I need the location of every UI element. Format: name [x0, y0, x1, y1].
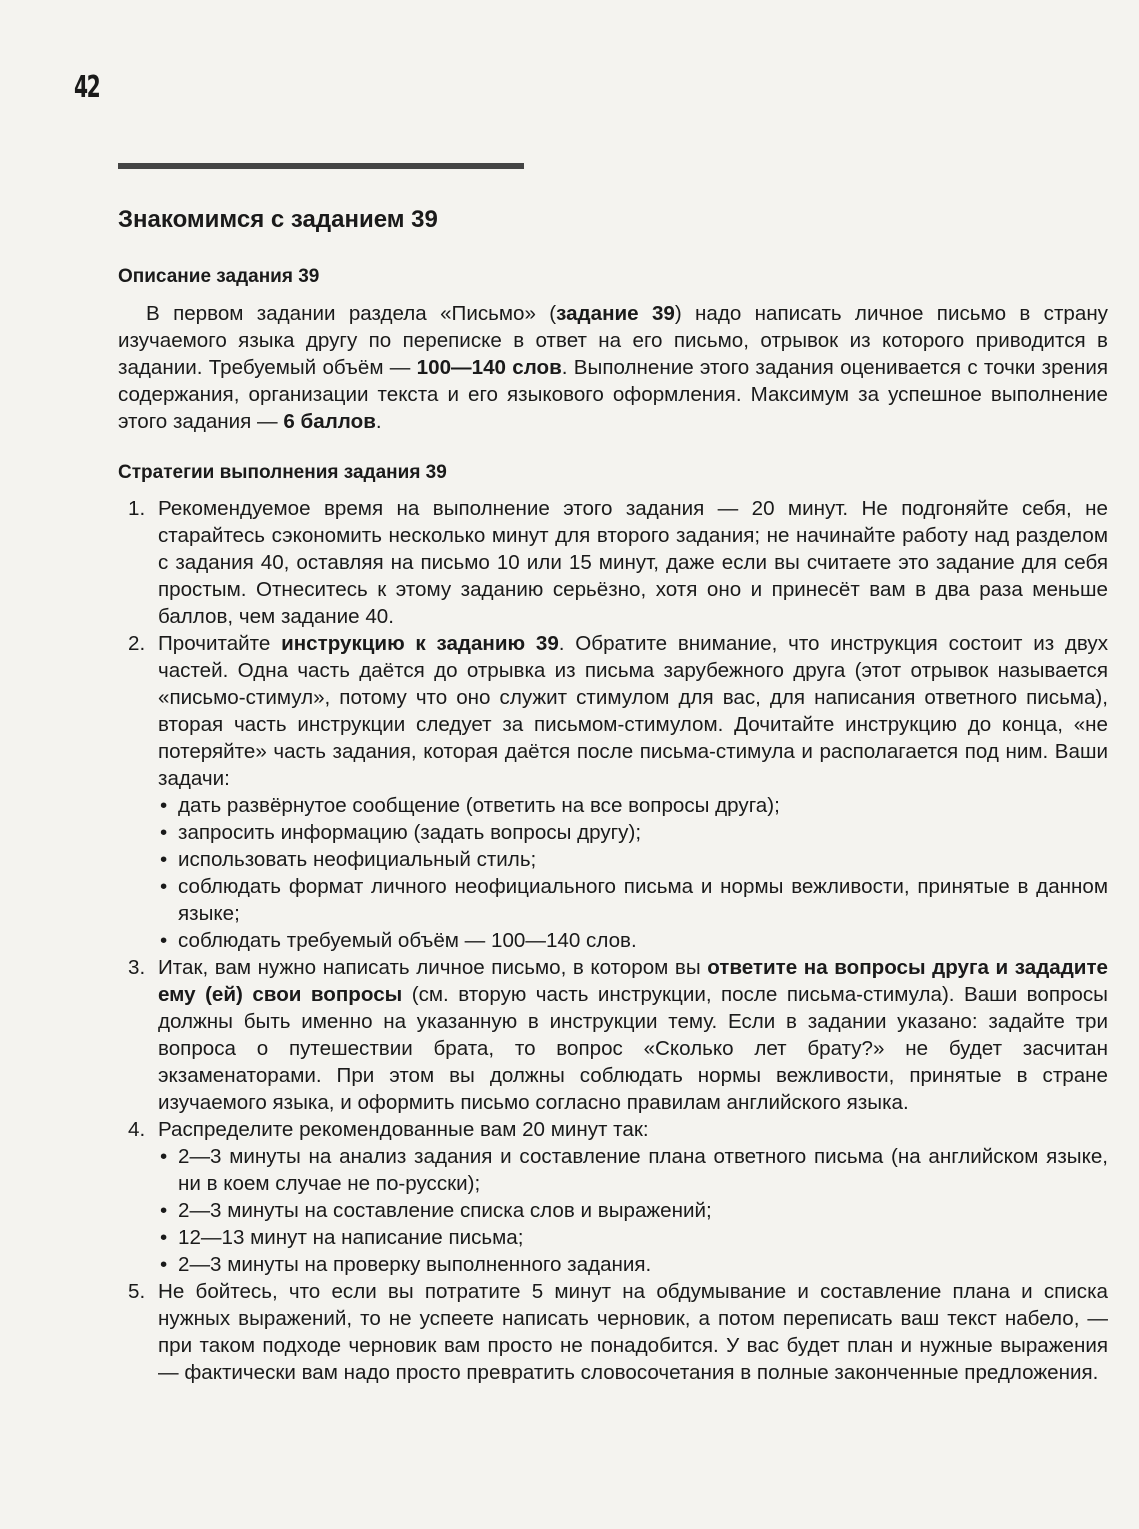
bullet-item: • 12—13 минут на написание письма;: [158, 1224, 1108, 1251]
desc-text-4: .: [375, 410, 382, 433]
strategy2-text-a: Прочитайте: [158, 632, 282, 655]
strategy-text: Рекомендуемое время на выполнение этого задания — 20 минут. Не подгоняйте себя, не старайтесь сэкономить несколько минут для второго задания; не начинайте работу над разделом с задания 40, оставляя на письмо 10 или 15 минут, даже если вы считаете это задание для себя простым. Отнеситесь к этому заданию серьёзно, хотя оно и принесёт вам в два раза меньше баллов, чем задание 40.: [158, 497, 1108, 628]
page-content: [118, 206, 1108, 1386]
section-divider-rule: [118, 163, 524, 169]
strategy-number: 5.: [128, 1280, 146, 1303]
strategies-list: [118, 495, 1108, 1386]
strategy-number: 1.: [128, 497, 146, 520]
strategies-heading: Стратегии выполнения задания 39: [118, 462, 447, 483]
bullet-item: • использовать неофициальный стиль;: [158, 846, 1108, 873]
desc-bold-words: 100—140 слов: [416, 356, 562, 379]
strategy-number: 2.: [128, 632, 146, 655]
strategy-text: Распределите рекомендованные вам 20 минут так:: [158, 1118, 649, 1141]
strategy-number: 3.: [128, 956, 146, 979]
section-title: Знакомимся с заданием 39: [118, 206, 438, 233]
strategy3-bold: ответите на вопросы друга и зададите ему (ей) свои вопросы: [158, 956, 1108, 1006]
bullet-item: • 2—3 минуты на анализ задания и составление плана ответного письма (на английском языке, ни в коем случае не по-русски);: [158, 1143, 1108, 1197]
strategy-item-5: [118, 1278, 1108, 1386]
bullet-item: • соблюдать формат личного неофициального письма и нормы вежливости, принятые в данном языке;: [158, 873, 1108, 927]
strategy-item-4: [118, 1116, 1108, 1278]
desc-text-3: . Выполнение этого задания оценивается с точки зрения содержания, организации текста и его языкового оформления. Максимум за успешное выполнение этого задания —: [118, 356, 1109, 433]
strategy-item-2: [118, 630, 1108, 954]
description-paragraph: [118, 300, 1108, 435]
strategy-text: [158, 954, 1108, 1116]
strategy2-text-c: . Обратите внимание, что инструкция состоит из двух частей. Одна часть даётся до отрывка из письма зарубежного друга (этот отрывок называется «письмо-стимул», потому что оно служит стимулом для вас, для написания ответного письма), вторая часть инструкции следует за письмом-стимулом. Дочитайте инструкцию до конца, «не потеряйте» часть задания, которая даётся после письма-стимула и располагается под ним. Ваши задачи:: [158, 632, 1108, 790]
strategy-text: Не бойтесь, что если вы потратите 5 минут на обдумывание и составление плана и списка нужных выражений, то не успеете написать черновик, а потом переписать ваш текст набело, — при таком подходе черновик вам просто не понадобится. У вас будет план и нужные выражения — фактически вам надо просто превратить словосочетания в полные законченные предложения.: [158, 1280, 1108, 1384]
time-bullet-list: [158, 1143, 1108, 1278]
strategy-item-3: [118, 954, 1108, 1116]
strategy2-bold: инструкцию к заданию 39: [281, 632, 559, 655]
strategy-item-1: [118, 495, 1108, 630]
bullet-item: • дать развёрнутое сообщение (ответить на все вопросы друга);: [158, 792, 1108, 819]
strategy-text: [158, 630, 1108, 792]
strategy-number: 4.: [128, 1118, 146, 1141]
bullet-item: • соблюдать требуемый объём — 100—140 слов.: [158, 927, 1108, 954]
description-heading: Описание задания 39: [118, 266, 320, 287]
page-number: 42: [74, 70, 100, 105]
strategy3-text-a: Итак, вам нужно написать личное письмо, в котором вы: [158, 956, 708, 979]
desc-bold-points: 6 баллов: [283, 410, 376, 433]
bullet-item: • запросить информацию (задать вопросы другу);: [158, 819, 1108, 846]
desc-text-1: В первом задании раздела «Письмо» (: [146, 302, 557, 325]
tasks-bullet-list: [158, 792, 1108, 954]
desc-text-2: ) надо написать личное письмо в страну изучаемого языка другу по переписке в ответ на его письмо, отрывок из которого приводится в задании. Требуемый объём —: [118, 302, 1108, 379]
desc-bold-task: задание 39: [556, 302, 675, 325]
bullet-item: • 2—3 минуты на проверку выполненного задания.: [158, 1251, 1108, 1278]
strategy3-text-c: (см. вторую часть инструкции, после письма-стимула). Ваши вопросы должны быть именно на указанную в инструкции тему. Если в задании указано: задайте три вопроса о путешествии брата, то вопрос «Сколько лет брату?» не будет засчитан экзаменаторами. При этом вы должны соблюдать нормы вежливости, принятые в стране изучаемого языка, и оформить письмо согласно правилам английского языка.: [158, 983, 1108, 1114]
bullet-item: • 2—3 минуты на составление списка слов и выражений;: [158, 1197, 1108, 1224]
